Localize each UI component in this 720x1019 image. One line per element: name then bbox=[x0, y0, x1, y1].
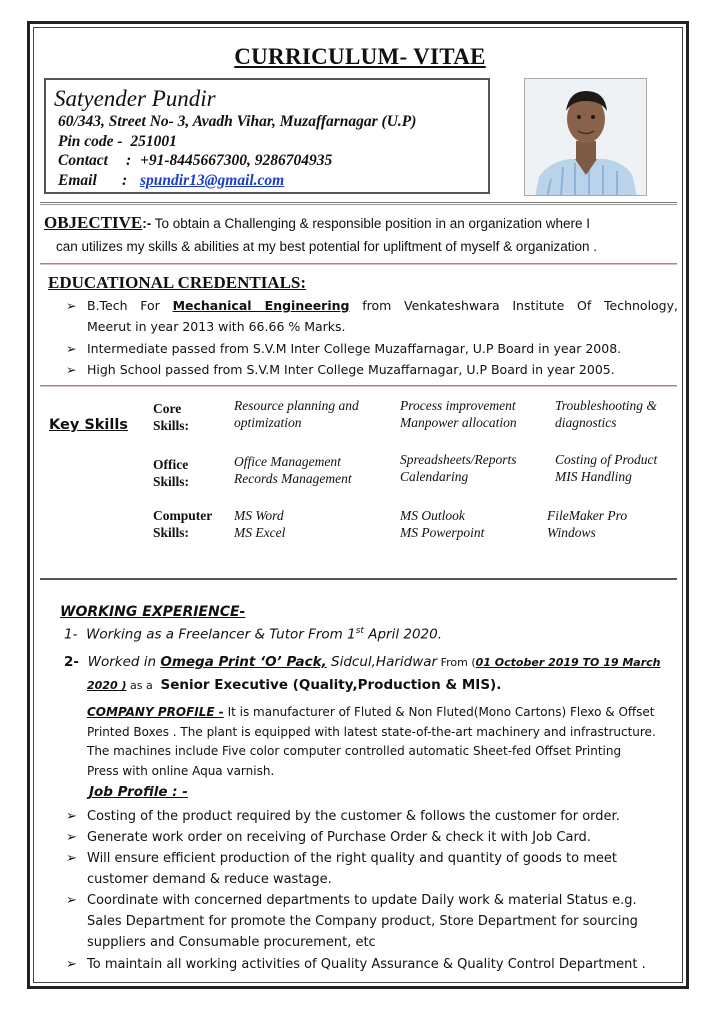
job-role: Senior Executive (Quality,Production & MIS). bbox=[160, 677, 502, 693]
core-skill-col2: Process improvement Manpower allocation bbox=[400, 398, 517, 430]
pin-code: Pin code - 251001 bbox=[58, 133, 177, 150]
education-item-highschool: ➢ High School passed from S.V.M Inter College Muzaffarnagar, U.P Board in year 2005. bbox=[66, 362, 615, 377]
objective-text-1: To obtain a Challenging & responsible position in an organization where I bbox=[151, 216, 591, 231]
divider-objective bbox=[40, 263, 677, 265]
profile-photo bbox=[524, 78, 647, 196]
core-skill-col3: Troubleshooting & diagnostics bbox=[555, 398, 657, 430]
job-profile-item-5: ➢ To maintain all working activities of Quality Assurance & Quality Control Department . bbox=[66, 957, 646, 972]
key-skills-heading: Key Skills bbox=[49, 417, 128, 433]
objective-heading: OBJECTIVE bbox=[44, 213, 143, 232]
objective-section: OBJECTIVE:- To obtain a Challenging & responsible position in an organization where I can utilizes my skills & abilities at my best potential for upliftment of myself & organization . bbox=[44, 211, 684, 258]
office-skill-col1: Office Management Records Management bbox=[234, 454, 352, 486]
core-skill-col1: Resource planning and optimization bbox=[234, 398, 359, 430]
address: 60/343, Street No- 3, Avadh Vihar, Muzaffarnagar (U.P) bbox=[58, 113, 417, 130]
divider-education bbox=[40, 385, 677, 387]
contact-phone: Contact : +91-8445667300, 9286704935 bbox=[58, 152, 333, 169]
document-title: CURRICULUM- VITAE bbox=[234, 44, 486, 69]
education-heading: EDUCATIONAL CREDENTIALS: bbox=[48, 273, 307, 292]
computer-skill-col3: FileMaker Pro Windows bbox=[547, 508, 628, 540]
objective-text-2: can utilizes my skills & abilities at my best potential for upliftment of myself & organization . bbox=[56, 239, 597, 254]
job-profile-heading: Job Profile : - bbox=[89, 784, 188, 800]
office-skills-label: Office Skills: bbox=[153, 457, 190, 489]
education-item-intermediate: ➢ Intermediate passed from S.V.M Inter College Muzaffarnagar, U.P Board in year 2008. bbox=[66, 341, 622, 356]
divider-skills bbox=[40, 578, 677, 581]
computer-skill-col2: MS Outlook MS Powerpoint bbox=[400, 508, 485, 540]
company-profile-heading: COMPANY PROFILE - bbox=[87, 705, 224, 719]
education-item-btech: ➢ B.Tech For Mechanical Engineering from Venkateshwara Institute Of Technology, Meerut in year 2013 with 66.66 % Marks. bbox=[66, 298, 678, 334]
computer-skill-col1: MS Word MS Excel bbox=[234, 508, 286, 540]
job-profile-item-1: ➢ Costing of the product required by the customer & follows the customer for order. bbox=[66, 809, 620, 824]
job-profile-item-4: ➢ Coordinate with concerned departments to update Daily work & material Status e.g. Sales Department for promote the Company product, Store Department for sourcing suppliers and Consumable procurement, etc bbox=[66, 893, 638, 950]
candidate-name: Satyender Pundir bbox=[54, 86, 216, 111]
office-skill-col2: Spreadsheets/Reports Calendaring bbox=[400, 452, 517, 484]
divider-top bbox=[40, 202, 677, 205]
core-skills-label: Core Skills: bbox=[153, 401, 190, 433]
company-profile: COMPANY PROFILE - It is manufacturer of Fluted & Non Fluted(Mono Cartons) Flexo & Offset Printed Boxes . The plant is equipped with latest state-of-the-art machinery and infrastructure. The machines include Five color computer controlled automatic Sheet-fed Offset Printing Press with online Aqua varnish. bbox=[87, 705, 656, 778]
contact-email: Email : spundir13@gmail.com bbox=[58, 172, 285, 189]
person-photo-icon bbox=[525, 79, 647, 196]
experience-item-freelancer: 1- Working as a Freelancer & Tutor From 1st April 2020. bbox=[64, 626, 443, 643]
experience-heading: WORKING EXPERIENCE- bbox=[60, 604, 246, 620]
job-profile-item-3: ➢ Will ensure efficient production of the right quality and quantity of goods to meet customer demand & reduce wastage. bbox=[66, 851, 617, 887]
job-profile-item-2: ➢ Generate work order on receiving of Purchase Order & check it with Job Card. bbox=[66, 830, 591, 845]
computer-skills-label: Computer Skills: bbox=[153, 508, 213, 540]
employment-dates: 01 October 2019 TO 19 March bbox=[475, 656, 661, 669]
office-skill-col3: Costing of Product MIS Handling bbox=[555, 452, 658, 484]
company-name: Omega Print ‘O’ Pack, bbox=[160, 654, 327, 670]
experience-item-omega: 2- Worked in Omega Print ‘O’ Pack, Sidcul,Haridwar From (01 October 2019 TO 19 March 2020 ) as a Senior Executive (Quality,Production & MIS). bbox=[64, 654, 661, 693]
email-link[interactable]: spundir13@gmail.com bbox=[140, 172, 285, 189]
